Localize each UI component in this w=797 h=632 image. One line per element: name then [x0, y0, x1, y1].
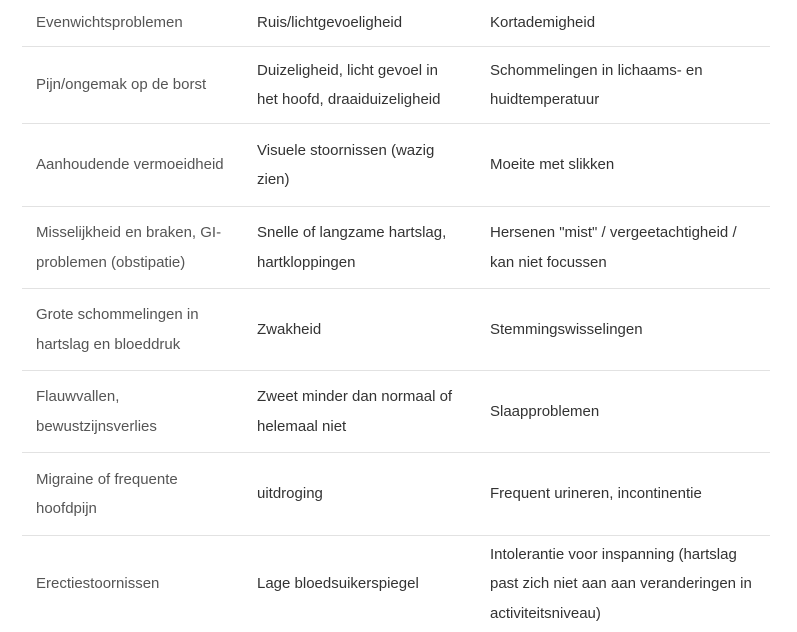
table-cell: uitdroging [257, 485, 323, 503]
table-row [22, 124, 770, 207]
table-cell: Misselijkheid en braken, GI-problemen (obstipatie) [36, 224, 222, 271]
table-cell: Slaapproblemen [490, 402, 600, 420]
table-cell: Snelle of langzame hartslag, hartkloppingen [257, 224, 447, 271]
table-cell: Frequent urineren, incontinentie [490, 485, 702, 503]
table-cell: Evenwichtsproblemen [36, 14, 183, 32]
table-cell: Ruis/lichtgevoeligheid [257, 14, 403, 32]
symptoms-table [22, 0, 770, 632]
table-row [22, 207, 770, 289]
table-cell: Schommelingen in lichaams- en huidtemperatuur [490, 61, 703, 108]
table-cell: Erectiestoornissen [36, 575, 160, 593]
table-cell: Aanhoudende vermoeidheid [36, 156, 224, 174]
table-cell: Visuele stoornissen (wazig zien) [257, 141, 435, 188]
table-cell: Lage bloedsuikerspiegel [257, 575, 419, 593]
table-cell: Moeite met slikken [490, 156, 615, 174]
table-cell: Zweet minder dan normaal of helemaal niet [257, 388, 453, 435]
table-row [22, 536, 770, 632]
table-row [22, 453, 770, 536]
table-row [22, 371, 770, 453]
table-row [22, 47, 770, 124]
table-cell: Kortademigheid [490, 14, 596, 32]
table-cell: Migraine of frequente hoofdpijn [36, 470, 178, 517]
table-cell: Pijn/ongemak op de borst [36, 76, 207, 94]
table-cell: Duizeligheid, licht gevoel in het hoofd, draaiduizeligheid [257, 61, 441, 108]
table-cell: Zwakheid [257, 320, 322, 338]
table-cell: Grote schommelingen in hartslag en bloeddruk [36, 306, 199, 353]
table-row [22, 0, 770, 47]
table-cell: Flauwvallen, bewustzijnsverlies [36, 388, 157, 435]
table-cell: Stemmingswisselingen [490, 320, 643, 338]
table-row [22, 289, 770, 371]
table-cell: Intolerantie voor inspanning (hartslag past zich niet aan aan veranderingen in activiteitsniveau) [490, 545, 752, 622]
table-cell: Hersenen "mist" / vergeetachtigheid / kan niet focussen [490, 224, 737, 271]
